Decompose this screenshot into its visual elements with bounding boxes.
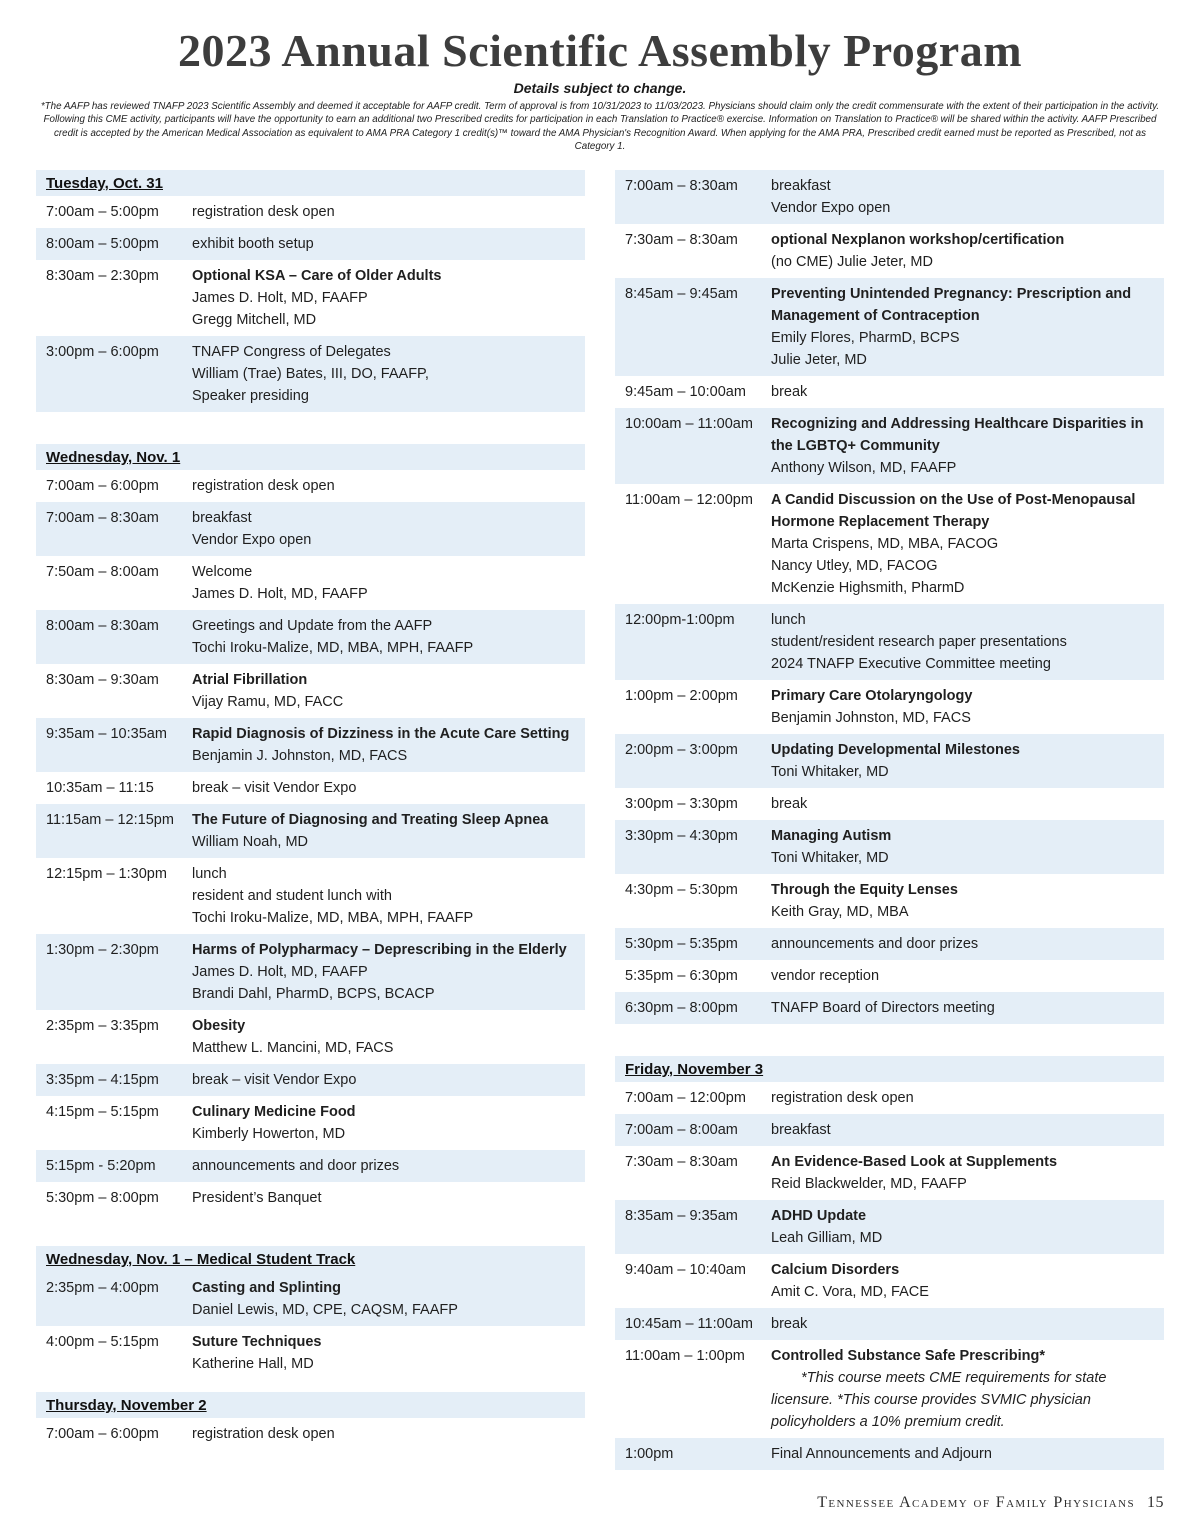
session-time: 2:35pm – 4:00pm <box>46 1279 159 1296</box>
session-detail: Tochi Iroku-Malize, MD, MBA, MPH, FAAFP <box>192 639 474 656</box>
session-time: 7:00am – 5:00pm <box>46 203 159 220</box>
session-detail: lunch <box>192 865 227 882</box>
session-detail: registration desk open <box>192 477 335 494</box>
session-time: 11:15am – 12:15pm <box>46 811 174 828</box>
schedule-section <box>36 1392 585 1450</box>
session-time: 5:30pm – 5:35pm <box>625 935 738 952</box>
session-description <box>771 739 1164 783</box>
session-detail: Emily Flores, PharmD, BCPS <box>771 329 960 346</box>
schedule-column-right <box>615 170 1164 1470</box>
session-title: The Future of Diagnosing and Treating Sleep Apnea <box>192 811 549 828</box>
session-title: Obesity <box>192 1017 246 1034</box>
session-title: ADHD Update <box>771 1207 867 1224</box>
session-description <box>192 863 585 929</box>
session-time: 1:00pm <box>625 1445 674 1462</box>
session-time: 11:00am – 1:00pm <box>625 1347 745 1364</box>
schedule-row <box>615 1200 1164 1254</box>
section-header <box>615 1056 1164 1082</box>
session-detail: Brandi Dahl, PharmD, BCPS, BCACP <box>192 985 435 1002</box>
session-description <box>192 265 585 331</box>
session-time: 1:30pm – 2:30pm <box>46 941 159 958</box>
schedule-row <box>36 502 585 556</box>
session-description <box>771 1119 1164 1141</box>
session-detail: exhibit booth setup <box>192 235 314 252</box>
session-time: 8:00am – 8:30am <box>46 617 159 634</box>
section-header-label: Friday, November 3 <box>625 1060 764 1078</box>
schedule-row <box>36 664 585 718</box>
session-title: Calcium Disorders <box>771 1261 900 1278</box>
schedule-row <box>36 336 585 412</box>
schedule-row <box>36 1064 585 1096</box>
session-time: 8:45am – 9:45am <box>625 285 738 302</box>
session-description <box>192 723 585 767</box>
schedule-row <box>615 788 1164 820</box>
session-detail: breakfast <box>771 177 831 194</box>
session-time: 8:35am – 9:35am <box>625 1207 738 1224</box>
session-detail: (no CME) Julie Jeter, MD <box>771 253 933 270</box>
session-detail: James D. Holt, MD, FAAFP <box>192 289 368 306</box>
session-detail: Gregg Mitchell, MD <box>192 311 317 328</box>
page-footer <box>817 1494 1164 1512</box>
session-detail: President’s Banquet <box>192 1189 322 1206</box>
session-detail: lunch <box>771 611 806 628</box>
session-description <box>771 933 1164 955</box>
session-detail: Katherine Hall, MD <box>192 1355 314 1372</box>
session-detail: registration desk open <box>771 1089 914 1106</box>
session-title: Through the Equity Lenses <box>771 881 958 898</box>
session-detail: Marta Crispens, MD, MBA, FACOG <box>771 535 999 552</box>
session-detail: announcements and door prizes <box>771 935 979 952</box>
session-description <box>192 669 585 713</box>
session-time: 5:15pm - 5:20pm <box>46 1157 156 1174</box>
session-time: 4:30pm – 5:30pm <box>625 881 738 898</box>
schedule-section <box>36 170 585 412</box>
session-time: 5:30pm – 8:00pm <box>46 1189 159 1206</box>
schedule-column-left <box>36 170 585 1450</box>
session-description <box>771 1443 1164 1465</box>
schedule-row <box>36 1010 585 1064</box>
schedule-row <box>36 556 585 610</box>
session-detail: Daniel Lewis, MD, CPE, CAQSM, FAAFP <box>192 1301 458 1318</box>
session-time: 10:35am – 11:15 <box>46 779 154 796</box>
schedule-row <box>615 484 1164 604</box>
schedule-row <box>615 1308 1164 1340</box>
session-time: 12:00pm-1:00pm <box>625 611 735 628</box>
session-description <box>771 1151 1164 1195</box>
session-detail: Reid Blackwelder, MD, FAAFP <box>771 1175 967 1192</box>
session-detail: Kimberly Howerton, MD <box>192 1125 346 1142</box>
schedule-row <box>615 604 1164 680</box>
session-detail: James D. Holt, MD, FAAFP <box>192 963 368 980</box>
session-description <box>771 1205 1164 1249</box>
session-time: 7:00am – 8:30am <box>625 177 738 194</box>
schedule-row <box>36 1418 585 1450</box>
session-description <box>192 615 585 659</box>
session-description <box>192 1331 585 1375</box>
session-detail: Leah Gilliam, MD <box>771 1229 883 1246</box>
session-detail: McKenzie Highsmith, PharmD <box>771 579 965 596</box>
session-detail: Final Announcements and Adjourn <box>771 1445 992 1462</box>
session-title: optional Nexplanon workshop/certification <box>771 231 1065 248</box>
session-description <box>771 879 1164 923</box>
session-time: 3:35pm – 4:15pm <box>46 1071 159 1088</box>
session-description <box>192 475 585 497</box>
session-time: 2:00pm – 3:00pm <box>625 741 738 758</box>
session-description <box>192 341 585 407</box>
session-detail: break <box>771 383 808 400</box>
session-detail: student/resident research paper presentations <box>771 633 1067 650</box>
session-description <box>192 1187 585 1209</box>
session-title: Updating Developmental Milestones <box>771 741 1020 758</box>
session-time: 7:30am – 8:30am <box>625 1153 738 1170</box>
schedule-row <box>36 260 585 336</box>
session-description <box>771 489 1164 599</box>
session-detail: Nancy Utley, MD, FACOG <box>771 557 938 574</box>
schedule-row <box>615 278 1164 376</box>
session-detail: resident and student lunch with <box>192 887 392 904</box>
section-header-label: Wednesday, Nov. 1 <box>46 448 181 466</box>
session-title: Optional KSA – Care of Older Adults <box>192 267 442 284</box>
section-header <box>36 1246 585 1272</box>
session-description <box>771 685 1164 729</box>
schedule-row <box>36 718 585 772</box>
section-header <box>36 170 585 196</box>
session-time: 4:00pm – 5:15pm <box>46 1333 159 1350</box>
session-detail: break <box>771 795 808 812</box>
session-description <box>771 965 1164 987</box>
session-detail: breakfast <box>771 1121 831 1138</box>
session-time: 8:30am – 9:30am <box>46 671 159 688</box>
section-header <box>36 1392 585 1418</box>
session-detail: Tochi Iroku-Malize, MD, MBA, MPH, FAAFP <box>192 909 474 926</box>
session-detail: Toni Whitaker, MD <box>771 763 889 780</box>
section-header-label: Thursday, November 2 <box>46 1396 207 1414</box>
session-description <box>192 939 585 1005</box>
session-time: 8:00am – 5:00pm <box>46 235 159 252</box>
schedule-row <box>36 1272 585 1326</box>
session-time: 12:15pm – 1:30pm <box>46 865 167 882</box>
session-detail: Benjamin Johnston, MD, FACS <box>771 709 971 726</box>
schedule-row <box>36 772 585 804</box>
session-description <box>192 507 585 551</box>
session-description <box>192 201 585 223</box>
session-title: Managing Autism <box>771 827 892 844</box>
schedule-row <box>615 1082 1164 1114</box>
session-detail: Vendor Expo open <box>771 199 891 216</box>
session-detail: registration desk open <box>192 1425 335 1442</box>
schedule-row <box>615 874 1164 928</box>
schedule-row <box>615 408 1164 484</box>
session-detail: Keith Gray, MD, MBA <box>771 903 909 920</box>
schedule-row <box>615 928 1164 960</box>
session-description <box>771 229 1164 273</box>
session-detail: Speaker presiding <box>192 387 309 404</box>
session-detail: Julie Jeter, MD <box>771 351 867 368</box>
schedule-row <box>36 1150 585 1182</box>
schedule-columns <box>36 170 1164 1470</box>
schedule-row <box>615 734 1164 788</box>
session-time: 4:15pm – 5:15pm <box>46 1103 159 1120</box>
page-header <box>36 26 1164 154</box>
session-title: Controlled Substance Safe Prescribing* <box>771 1347 1045 1364</box>
schedule-row <box>615 1114 1164 1146</box>
session-title: Preventing Unintended Pregnancy: Prescription and Management of Contraception <box>771 285 1132 324</box>
session-detail: vendor reception <box>771 967 880 984</box>
session-time: 7:00am – 8:30am <box>46 509 159 526</box>
session-time: 9:40am – 10:40am <box>625 1261 746 1278</box>
session-time: 3:00pm – 6:00pm <box>46 343 159 360</box>
schedule-row <box>615 960 1164 992</box>
session-description <box>771 609 1164 675</box>
session-time: 7:00am – 12:00pm <box>625 1089 746 1106</box>
session-description <box>771 997 1164 1019</box>
session-description <box>192 1155 585 1177</box>
session-detail: William (Trae) Bates, III, DO, FAAFP, <box>192 365 429 382</box>
schedule-section <box>615 170 1164 1024</box>
session-detail: Anthony Wilson, MD, FAAFP <box>771 459 957 476</box>
session-title: Primary Care Otolaryngology <box>771 687 973 704</box>
session-title: Culinary Medicine Food <box>192 1103 356 1120</box>
session-description <box>771 413 1164 479</box>
session-description <box>192 1015 585 1059</box>
session-detail: Vijay Ramu, MD, FACC <box>192 693 344 710</box>
schedule-row <box>36 1326 585 1380</box>
schedule-row <box>615 170 1164 224</box>
schedule-row <box>615 376 1164 408</box>
session-description <box>192 1277 585 1321</box>
session-description <box>771 793 1164 815</box>
session-time: 10:00am – 11:00am <box>625 415 753 432</box>
session-detail: break <box>771 1315 808 1332</box>
session-detail: Matthew L. Mancini, MD, FACS <box>192 1039 394 1056</box>
schedule-row <box>615 1340 1164 1438</box>
session-detail: Toni Whitaker, MD <box>771 849 889 866</box>
session-time: 6:30pm – 8:00pm <box>625 999 738 1016</box>
session-description <box>192 233 585 255</box>
schedule-row <box>36 610 585 664</box>
session-description <box>771 175 1164 219</box>
session-description <box>771 1259 1164 1303</box>
session-detail: registration desk open <box>192 203 335 220</box>
footer-page-number: 15 <box>1147 1494 1164 1511</box>
schedule-section <box>36 1246 585 1380</box>
session-time: 9:45am – 10:00am <box>625 383 746 400</box>
session-time: 11:00am – 12:00pm <box>625 491 753 508</box>
session-description <box>192 777 585 799</box>
session-title: Harms of Polypharmacy – Deprescribing in the Elderly <box>192 941 567 958</box>
schedule-row <box>615 992 1164 1024</box>
schedule-row <box>36 1096 585 1150</box>
session-description <box>771 283 1164 371</box>
session-description <box>771 1313 1164 1335</box>
session-description <box>771 825 1164 869</box>
session-description <box>192 809 585 853</box>
session-time: 3:30pm – 4:30pm <box>625 827 738 844</box>
session-title: An Evidence-Based Look at Supplements <box>771 1153 1058 1170</box>
session-title: Suture Techniques <box>192 1333 322 1350</box>
session-description <box>192 1423 585 1445</box>
page-title: 2023 Annual Scientific Assembly Program <box>177 25 1023 76</box>
session-detail: Vendor Expo open <box>192 531 312 548</box>
session-description <box>771 381 1164 403</box>
schedule-row <box>615 1438 1164 1470</box>
session-title: Casting and Splinting <box>192 1279 342 1296</box>
session-detail: 2024 TNAFP Executive Committee meeting <box>771 655 1051 672</box>
schedule-section <box>615 1056 1164 1470</box>
schedule-row <box>36 804 585 858</box>
schedule-row <box>36 470 585 502</box>
section-header-label: Wednesday, Nov. 1 – Medical Student Track <box>46 1250 356 1268</box>
schedule-row <box>615 1254 1164 1308</box>
session-detail: Benjamin J. Johnston, MD, FACS <box>192 747 408 764</box>
schedule-row <box>615 680 1164 734</box>
session-time: 8:30am – 2:30pm <box>46 267 159 284</box>
session-detail: TNAFP Board of Directors meeting <box>771 999 995 1016</box>
session-note: *This course meets CME requirements for state licensure. *This course provides SVMIC physician policyholders a 10% premium credit. <box>771 1369 1107 1430</box>
session-title: Recognizing and Addressing Healthcare Disparities in the LGBTQ+ Community <box>771 415 1144 454</box>
schedule-row <box>615 224 1164 278</box>
session-time: 1:00pm – 2:00pm <box>625 687 738 704</box>
session-time: 7:00am – 6:00pm <box>46 1425 159 1442</box>
session-time: 7:00am – 8:00am <box>625 1121 738 1138</box>
session-description <box>192 1101 585 1145</box>
schedule-row <box>615 820 1164 874</box>
schedule-section <box>36 444 585 1214</box>
session-time: 7:30am – 8:30am <box>625 231 738 248</box>
session-description <box>771 1087 1164 1109</box>
subtitle: Details subject to change. <box>513 79 687 96</box>
schedule-row <box>615 1146 1164 1200</box>
schedule-row <box>36 228 585 260</box>
session-title: A Candid Discussion on the Use of Post-Menopausal Hormone Replacement Therapy <box>771 491 1136 530</box>
session-time: 5:35pm – 6:30pm <box>625 967 738 984</box>
session-detail: break – visit Vendor Expo <box>192 1071 357 1088</box>
section-header-label: Tuesday, Oct. 31 <box>46 174 163 192</box>
session-detail: breakfast <box>192 509 252 526</box>
session-time: 2:35pm – 3:35pm <box>46 1017 159 1034</box>
session-description <box>771 1345 1164 1433</box>
session-time: 7:00am – 6:00pm <box>46 477 159 494</box>
schedule-row <box>36 934 585 1010</box>
schedule-row <box>36 858 585 934</box>
cme-disclaimer: *The AAFP has reviewed TNAFP 2023 Scientific Assembly and deemed it acceptable for AAFP credit. Term of approval is from 10/31/2023 to 11/03/2023. Physicians should claim only the credit commensurate with the extent of their participation in the activity. Following this CME activity, participants will have the opportunity to earn an additional two Prescribed credits for participation in each Translation to Practice® exercise. Information on Translation to Practice® will be shared within the activity. AAFP Prescribed credit is accepted by the American Medical Association as equivalent to AMA PRA Category 1 credit(s)™ toward the AMA Physician's Recognition Award. When applying for the AMA PRA, Prescribed credit earned must be reported as Prescribed, not as Category 1. <box>40 100 1160 153</box>
schedule-row <box>36 1182 585 1214</box>
session-detail: break – visit Vendor Expo <box>192 779 357 796</box>
session-detail: TNAFP Congress of Delegates <box>192 343 391 360</box>
session-time: 9:35am – 10:35am <box>46 725 167 742</box>
session-detail: Greetings and Update from the AAFP <box>192 617 433 634</box>
session-title: Rapid Diagnosis of Dizziness in the Acute Care Setting <box>192 725 570 742</box>
session-detail: Amit C. Vora, MD, FACE <box>771 1283 929 1300</box>
session-description <box>192 1069 585 1091</box>
session-detail: Welcome <box>192 563 253 580</box>
session-detail: William Noah, MD <box>192 833 309 850</box>
session-time: 10:45am – 11:00am <box>625 1315 753 1332</box>
session-description <box>192 561 585 605</box>
footer-org-name: Tennessee Academy of Family Physicians <box>817 1494 1135 1511</box>
session-detail: announcements and door prizes <box>192 1157 400 1174</box>
session-title: Atrial Fibrillation <box>192 671 308 688</box>
session-time: 7:50am – 8:00am <box>46 563 159 580</box>
session-time: 3:00pm – 3:30pm <box>625 795 738 812</box>
session-detail: James D. Holt, MD, FAAFP <box>192 585 368 602</box>
schedule-row <box>36 196 585 228</box>
section-header <box>36 444 585 470</box>
